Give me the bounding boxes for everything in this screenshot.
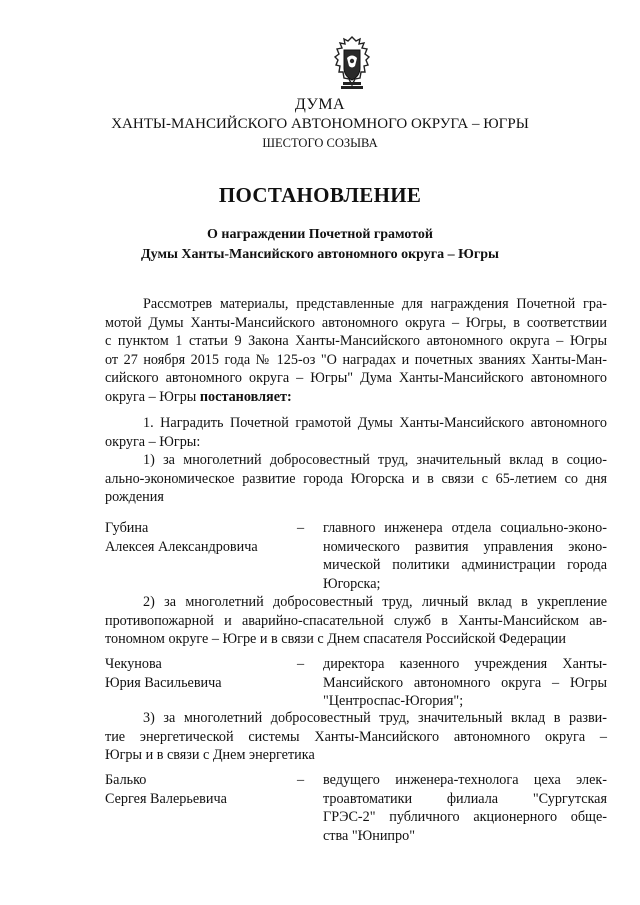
position-line: ведущего инженера-технолога цеха элек-	[323, 772, 607, 788]
subitem-1	[105, 451, 607, 507]
position-line: главного инженера отдела социально-эконо-	[323, 520, 607, 536]
position-line: "Центроспас-Югория";	[323, 693, 464, 709]
awardee-position	[323, 771, 607, 845]
subitem-line: противопожарной и аварийно-спасательной служб в Ханты-Мансийском ав-	[105, 612, 607, 629]
subitem-line: рождения	[105, 489, 164, 505]
position-line: ства "Юнипро"	[323, 827, 415, 844]
separator-dash: –	[297, 520, 305, 536]
position-line: ГРЭС-2" публичного акционерного обще-	[323, 809, 607, 825]
awardee-surname: Балько	[105, 772, 147, 788]
item-1	[105, 414, 607, 451]
preamble-line: с пунктом 1 статьи 9 Закона Ханты-Мансийского автономного округа – Югры	[105, 333, 607, 349]
subitem-3	[105, 709, 607, 765]
awardee-name	[105, 519, 305, 556]
preamble-line: сийского автономного округа – Югры" Дума Ханты-Мансийского автономного	[105, 370, 607, 386]
awardee-position	[323, 655, 607, 711]
coat-of-arms-icon	[331, 36, 373, 92]
document-type: ПОСТАНОВЛЕНИЕ	[218, 183, 422, 207]
awardee-given-name: Юрия Васильевича	[105, 674, 222, 691]
position-line: Мансийского автономного округа – Югры	[323, 674, 607, 691]
awardee-name	[105, 655, 305, 692]
preamble-line: мотой Думы Ханты-Мансийского автономного округа – Югры, в соответствии	[105, 314, 607, 331]
convocation: ШЕСТОГО СОЗЫВА	[262, 136, 378, 150]
awardee-surname: Чекунова	[105, 656, 162, 672]
position-line: директора казенного учреждения Ханты-	[323, 656, 607, 672]
decision-verb: постановляет:	[196, 388, 292, 405]
awardee-1	[105, 519, 607, 593]
separator-dash: –	[297, 656, 305, 672]
awardee-position	[323, 519, 607, 593]
subitem-line: 3) за многолетний добросовестный труд, значительный вклад в разви-	[143, 710, 607, 726]
subitem-line: тономном округе – Югре и в связи с Днем спасателя Российской Федерации	[105, 631, 566, 647]
awardee-surname: Губина	[105, 520, 149, 536]
item-line: 1. Наградить Почетной грамотой Думы Ханты-Мансийского автономного	[143, 415, 607, 431]
subitem-line: Югры и в связи с Днем энергетика	[105, 747, 315, 763]
position-line: Югорска;	[323, 575, 381, 592]
position-line: троавтоматики филиала "Сургутская	[323, 790, 607, 807]
item-line: округа – Югры:	[105, 433, 201, 450]
preamble	[105, 295, 607, 406]
preamble-line: от 27 ноября 2015 года № 125-оз "О наградах и почетных званиях Ханты-Ман-	[105, 351, 607, 368]
awardee-2	[105, 655, 607, 711]
subitem-line: 1) за многолетний добросовестный труд, значительный вклад в социо-	[143, 452, 607, 468]
org-name: ДУМА	[294, 96, 346, 113]
awardee-given-name: Алексея Александровича	[105, 538, 258, 555]
awardee-3	[105, 771, 607, 845]
awardee-name	[105, 771, 305, 808]
preamble-line: Рассмотрев материалы, представленные для награждения Почетной гра-	[143, 296, 607, 312]
position-line: мической политики администрации города	[323, 557, 607, 573]
subitem-line: тие энергетической системы Ханты-Мансийского автономного округа –	[105, 728, 607, 745]
preamble-line: округа – Югры постановляет:	[105, 388, 292, 405]
subject-line-2: Думы Ханты-Мансийского автономного округа – Югры	[141, 247, 499, 262]
subject-line-1: О награждении Почетной грамотой	[207, 227, 433, 242]
subitem-line: 2) за многолетний добросовестный труд, личный вклад в укрепление	[143, 594, 607, 610]
region-name: ХАНТЫ-МАНСИЙСКОГО АВТОНОМНОГО ОКРУГА – ЮГРЫ	[111, 116, 529, 132]
subitem-2	[105, 593, 607, 649]
position-line: номического развития управления эконо-	[323, 538, 607, 555]
awardee-given-name: Сергея Валерьевича	[105, 790, 227, 807]
separator-dash: –	[297, 772, 305, 788]
subitem-line: ально-экономическое развитие города Югорска и в связи с 65-летием со дня	[105, 470, 607, 487]
